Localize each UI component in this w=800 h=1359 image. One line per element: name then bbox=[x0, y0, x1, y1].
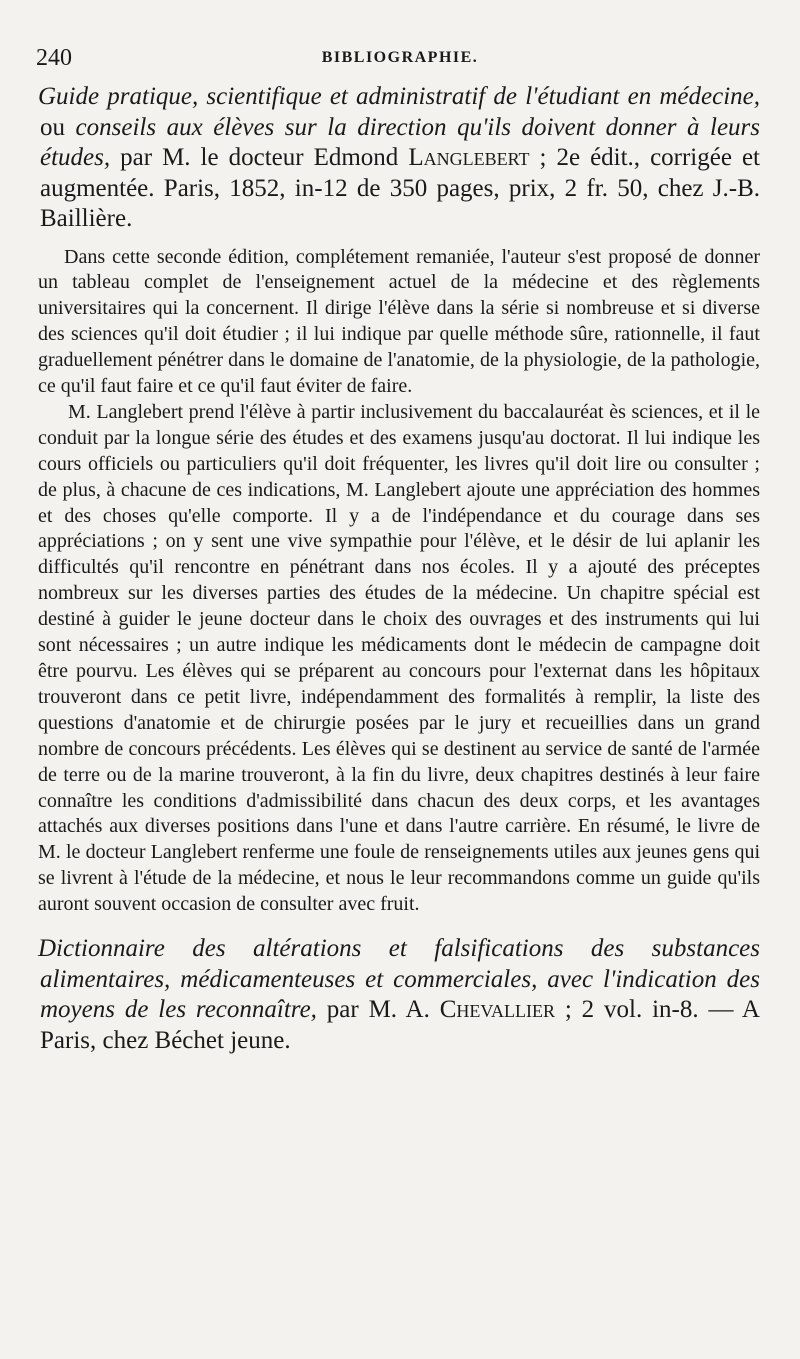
page-header bbox=[36, 38, 764, 78]
entry-2-par: par M. A. bbox=[316, 996, 440, 1024]
running-title: BIBLIOGRAPHIE. bbox=[321, 49, 479, 66]
entry-1-ou: ou bbox=[40, 113, 76, 141]
entry-2-citation bbox=[40, 934, 760, 1056]
entry-1-details: ; 2e édit., corrigée et augmentée. Paris, 1852, in-12 de 350 pages, prix, 2 fr. 50, chez J.-B. Baillière. bbox=[40, 144, 760, 232]
entry-1-par: par M. le docteur Edmond bbox=[110, 144, 409, 171]
entry-1-citation bbox=[40, 82, 760, 235]
entry-1-author: Langlebert bbox=[408, 144, 530, 171]
entry-2-author: Chevallier bbox=[439, 996, 556, 1024]
entry-1-subtitle: conseils aux élèves sur la direction qu'ils doivent donner à leurs études, bbox=[40, 113, 761, 171]
entry-1-title: Guide pratique, scientifique et administratif de l'étudiant en médecine, bbox=[38, 83, 760, 110]
review-paragraph-1: Dans cette seconde édition, complétement remaniée, l'auteur s'est proposé de donner un tableau complet de l'enseignement actuel de la médecine et des règlements universitaires qui la concernent. Il dirige l'élève dans la série si nombreuse et si diverse des sciences qu'il doit étudier ; il lui indique par quelle méthode sûre, rationnelle, il faut graduellement pénétrer dans le domaine de l'anatomie, de la physiologie, de la pathologie, ce qu'il faut faire et ce qu'il faut éviter de faire. bbox=[38, 245, 760, 398]
entry-1-review bbox=[38, 245, 760, 919]
review-paragraph-2: M. Langlebert prend l'élève à partir inclusivement du baccalauréat ès sciences, et il le conduit par la longue série des études et des examens jusqu'au doctorat. Il lui indique les cours officiels ou particuliers qu'il doit fréquenter, les livres qu'il doit lire ou consulter ; de plus, à chacune de ces indications, M. Langlebert ajoute une appréciation des hommes et des choses qu'elle comporte. Il y a de l'indépendance et du courage dans ses appréciations ; on y sent une vive sympathie pour l'élève, et le désir de lui aplanir les difficultés qu'il rencontre en pénétrant dans nos écoles. Il y a ajouté des préceptes nombreux sur les diverses parties des études de la médecine. Un chapitre spécial est destiné à guider le jeune docteur dans le choix des ouvrages et des instruments qui lui sont nécessaires ; un autre indique les médicaments dont le médecin de campagne doit être pourvu. Les élèves qui se préparent au concours pour l'externat dans les hôpitaux trouveront dans ce petit livre, indépendamment des formalités à remplir, la liste des questions d'anatomie et de chirurgie posées par le jury et recueillies dans un grand nombre de concours précédents. Les élèves qui se destinent au service de santé de l'armée de terre ou de la marine trouveront, à la fin du livre, deux chapitres destinés à leur faire connaître les conditions d'admissibilité dans chacun des deux corps, et les avantages attachés aux diverses positions dans l'une et dans l'autre carrière. En résumé, le livre de M. le docteur Langlebert renferme une foule de renseignements utiles aux jeunes gens qui se livrent à l'étude de la médecine, et nous le leur recommandons comme un guide qu'ils auront souvent occasion de consulter avec fruit. bbox=[38, 400, 760, 916]
entry-2-details: ; 2 vol. in-8. — A Paris, chez Béchet jeune. bbox=[40, 996, 760, 1054]
page-number: 240 bbox=[36, 45, 72, 71]
entry-2-title: Dictionnaire des altérations et falsifications des substances alimentaires, médicamenteuses et commerciales, avec l'indication des moyens de les reconnaître, bbox=[38, 935, 760, 1024]
